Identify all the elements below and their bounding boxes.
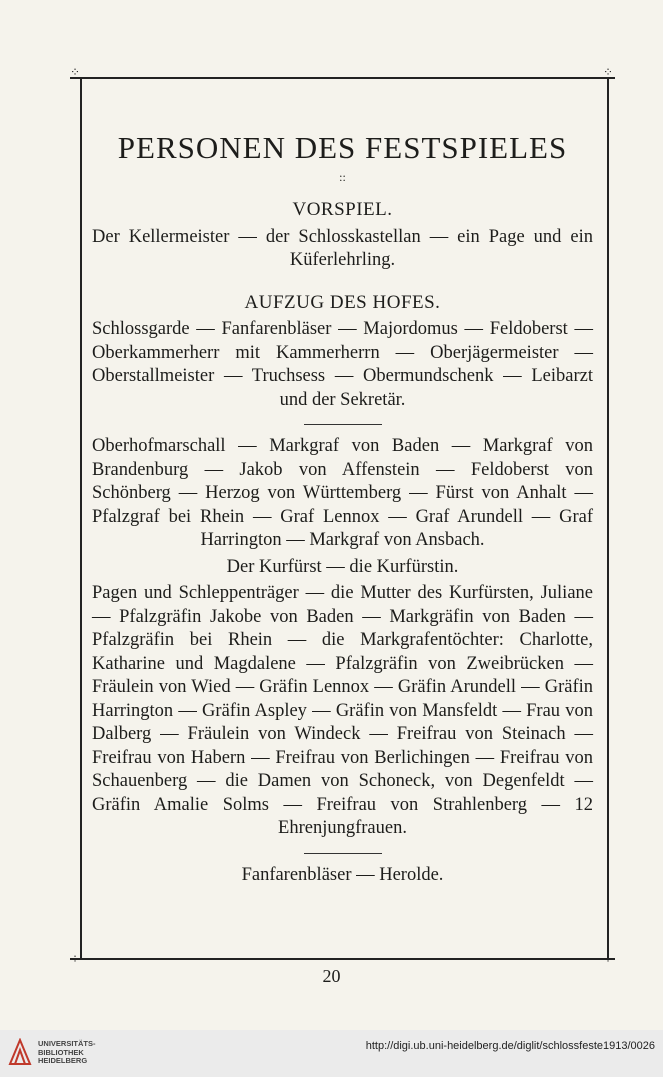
aufzug-cast: Schlossgarde — Fanfarenbläser — Majordomus — Feldoberst — Oberkammerherr mit Kammerherrn — Oberjägermeister — Oberstallmeister — Truchsess — Obermundschenk — Leibarzt und der Sekretär. xyxy=(92,319,593,410)
corner-ornament-icon: ⁘ xyxy=(603,952,613,966)
title-ornament: :: xyxy=(339,170,346,184)
kurfuerst-cast: Der Kurfürst — die Kurfürstin. xyxy=(226,556,459,577)
source-url[interactable]: http://digi.ub.uni-heidelberg.de/diglit/schlossfeste1913/0026 xyxy=(365,1040,655,1052)
fanfaren-cast: Fanfarenbläser — Herolde. xyxy=(241,864,444,885)
section-heading-aufzug: AUFZUG DES HOFES. xyxy=(244,291,441,313)
viewer-footer xyxy=(0,1030,663,1077)
corner-ornament-icon: ⁘ xyxy=(70,65,80,79)
divider xyxy=(304,424,382,425)
corner-ornament-icon: ⁘ xyxy=(70,952,80,966)
page-title: PERSONEN DES FESTSPIELES xyxy=(117,130,568,165)
page-content xyxy=(92,120,593,887)
damen-cast: Pagen und Schleppenträger — die Mutter des Kurfürsten, Juliane — Pfalzgräfin Jakobe von Baden — Markgräfin von Baden — Pfalzgräfin bei Rhein — die Markgrafentöchter: Charlotte, Katharine und Magdalene — Pfalzgräfin von Zweibrücken — Fräulein von Wied — Gräfin Lennox — Gräfin Arundell — Gräfin Harrington — Gräfin Aspley — Gräfin von Mansfeldt — Frau von Dalberg — Fräulein von Windeck — Freifrau von Steinach — Freifrau von Habern — Freifrau von Berlichingen — Freifrau von Schauenberg — die Damen von Schoneck, von Degenfeldt — Gräfin Amalie Solms — Freifrau von Strahlenberg — 12 Ehrenjungfrauen. xyxy=(92,583,593,838)
hof-cast: Oberhofmarschall — Markgraf von Baden — Markgraf von Brandenburg — Jakob von Affenstein — Feldoberst von Schönberg — Herzog von Württemberg — Fürst von Anhalt — Pfalzgraf bei Rhein — Graf Lennox — Graf Arundell — Graf Harrington — Markgraf von Ansbach. xyxy=(92,436,593,550)
frame-top-rule xyxy=(70,77,615,79)
vorspiel-cast: Der Kellermeister — der Schlosskastellan — ein Page und ein Küferlehrling. xyxy=(92,226,593,270)
section-heading-vorspiel: VORSPIEL. xyxy=(292,199,393,220)
library-logo-text: UNIVERSITÄTS- BIBLIOTHEK HEIDELBERG xyxy=(38,1039,96,1065)
page-number: 20 xyxy=(322,966,341,986)
corner-ornament-icon: ⁘ xyxy=(603,65,613,79)
divider xyxy=(304,853,382,854)
library-logo-icon xyxy=(8,1038,32,1066)
frame-bottom-rule xyxy=(70,958,615,960)
